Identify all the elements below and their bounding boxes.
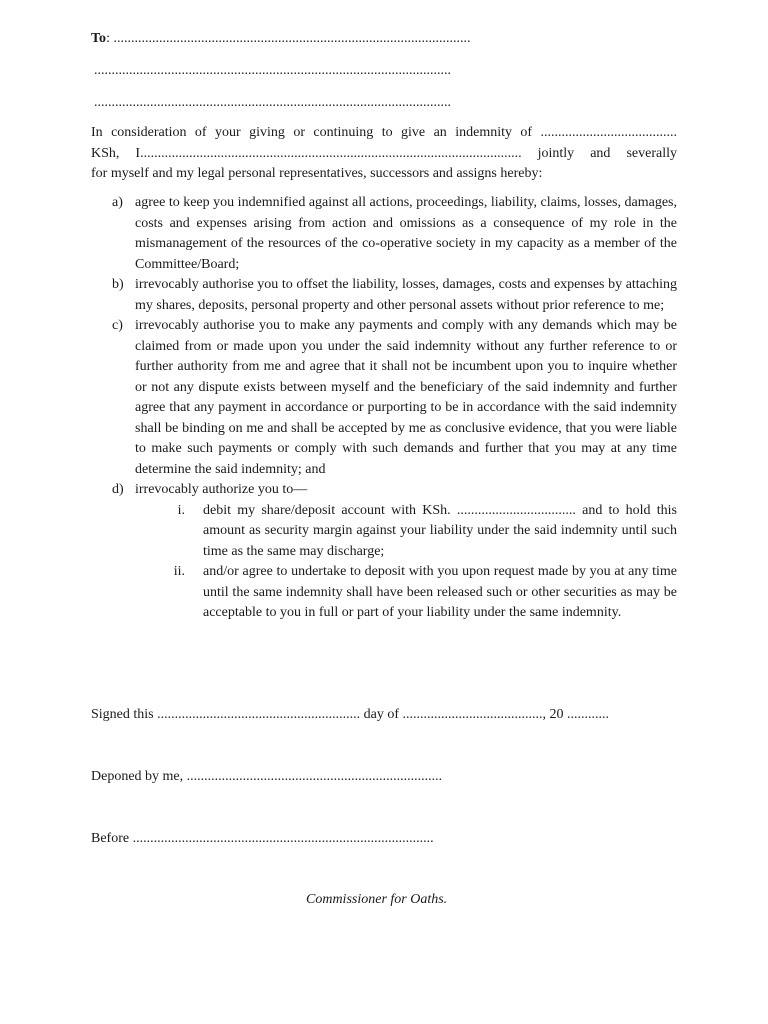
list-marker: a) bbox=[112, 195, 123, 210]
list-marker: d) bbox=[112, 482, 124, 497]
sub-item-text: and/or agree to undertake to deposit with you upon request made by you at any time until the same indemnity shall have been released such or other securities as may be acceptable to you in full or part of your liability under the same indemnity. bbox=[203, 564, 677, 620]
sub-item-i bbox=[91, 501, 677, 563]
list-item-b bbox=[91, 275, 677, 316]
list-item-c bbox=[91, 316, 677, 480]
list-item-a bbox=[91, 193, 677, 275]
list-marker: b) bbox=[112, 277, 124, 292]
list-item-text: irrevocably authorise you to offset the liability, losses, damages, costs and expenses by attaching my shares, deposits, personal property and other personal assets without prior reference to me; bbox=[135, 277, 677, 313]
signed-line: Signed this .......................................................... day of ........................................, 20 ............ bbox=[91, 707, 609, 722]
to-line bbox=[91, 31, 470, 47]
list-item-text: agree to keep you indemnified against all actions, proceedings, liability, claims, losses, damages, costs and expenses arising from action and omissions as a consequence of my role in the mismanagement of the resources of the co-operative society in my capacity as a member of the Committee/Board; bbox=[135, 195, 677, 272]
sub-item-marker: ii. bbox=[173, 564, 185, 579]
sub-item-ii bbox=[91, 562, 677, 624]
list-marker: c) bbox=[112, 318, 123, 333]
list-item-text: irrevocably authorise you to make any payments and comply with any demands which may be claimed from or made upon you under the said indemnity without any further reference to or further authority from me and agree that it shall not be incumbent upon you to inquire whether or not any dispute exists between myself and the beneficiary of the said indemnity and further agree that any payment in accordance or purporting to be in accordance with the said indemnity shall be binding on me and shall be accepted by me as conclusive evidence, that you were liable to make such payments or comply with such demands and further that you may at any time determine the said indemnity; and bbox=[135, 318, 677, 477]
intro-paragraph bbox=[91, 123, 677, 185]
address-line-3: ...................................................................................................... bbox=[94, 95, 451, 110]
list-item-d bbox=[91, 480, 677, 501]
deponed-line: Deponed by me, ......................................................................... bbox=[91, 769, 443, 784]
before-line: Before ...................................................................................... bbox=[91, 831, 434, 846]
to-label: To bbox=[91, 31, 107, 46]
undertakings-list bbox=[91, 193, 677, 624]
commissioner-caption: Commissioner for Oaths. bbox=[306, 892, 448, 907]
address-line-2: ...................................................................................................... bbox=[94, 63, 451, 78]
sub-item-text: debit my share/deposit account with KSh. .................................. and to hold this amount as security margin against your liability under the said indemnity until such time as the same may discharge; bbox=[203, 502, 677, 559]
intro-line-2: KSh, I............................................................................................................. jointly and severally bbox=[91, 145, 677, 161]
intro-line-1: In consideration of your giving or continuing to give an indemnity of ....................................... bbox=[91, 125, 677, 140]
sub-item-marker: i. bbox=[177, 502, 185, 518]
to-dots: : ...................................................................................................... bbox=[106, 31, 471, 46]
intro-line-3: for myself and my legal personal representatives, successors and assigns hereby: bbox=[91, 166, 543, 181]
list-item-text: irrevocably authorize you to— bbox=[135, 482, 308, 497]
